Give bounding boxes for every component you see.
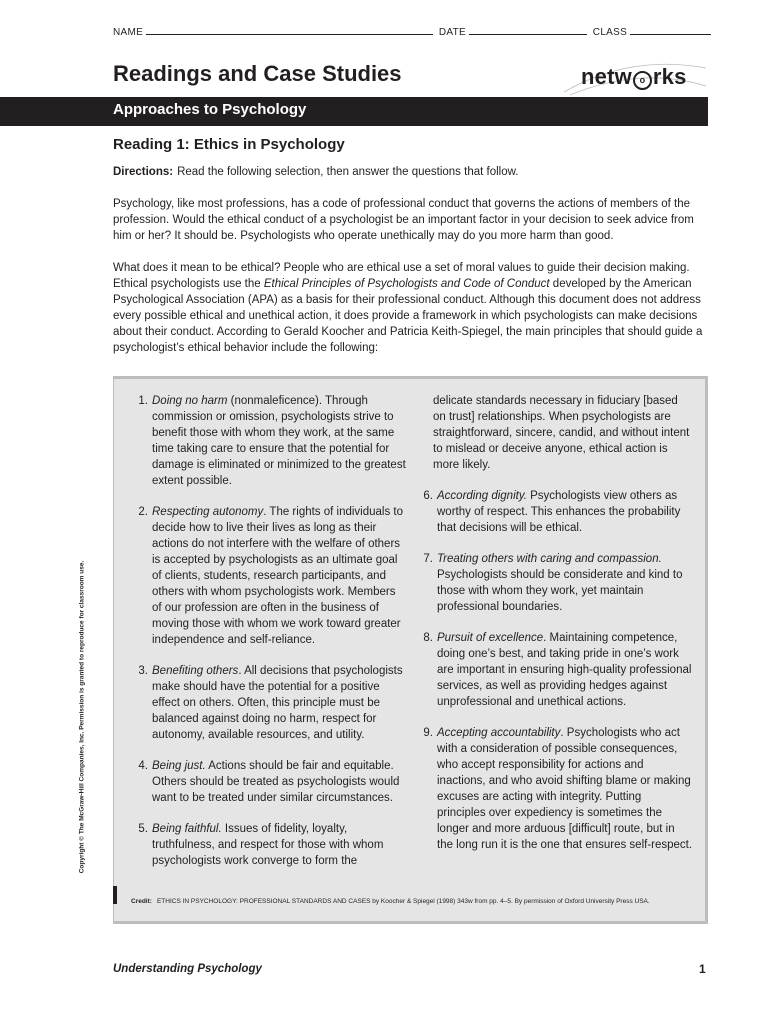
reading-title: Reading 1: Ethics in Psychology bbox=[113, 136, 345, 153]
principle-title: Being just. bbox=[152, 760, 206, 772]
class-label: CLASS bbox=[592, 27, 628, 38]
principle-item bbox=[416, 551, 693, 615]
page-title: Readings and Case Studies bbox=[113, 61, 402, 86]
principle-number: 3. bbox=[138, 665, 148, 677]
credit-text: ETHICS IN PSYCHOLOGY: PROFESSIONAL STANDARDS AND CASES by Koocher & Spiegel (1998) 343w from pp. 4–5. By permission of Oxford University Press USA. bbox=[156, 898, 650, 905]
principle-text: (nonmaleficence). Through commission or omission, psychologists strive to benefit those with whom they work, at the same time taking care to ensure that the potential for damage is eliminated or minimized to the greatest extent possible. bbox=[152, 395, 406, 487]
principle-title: Benefiting others bbox=[152, 665, 239, 677]
principle-number: 7. bbox=[423, 553, 433, 565]
paragraph-2-end: developed by the American Psychological Association (APA) as a basis for their professional conduct. Although this document does not address every possible ethical and unethical action, it does provide a framework in which psychologists can make decisions about their conduct. According to Gerald Koocher and Patricia Keith-Spiegel, the main principles that should guide a psychologist’s ethical behavior include the following: bbox=[113, 278, 703, 354]
principle-item bbox=[416, 488, 693, 536]
principle-item bbox=[131, 821, 406, 869]
logo-text-end: rks bbox=[652, 64, 687, 89]
name-blank[interactable] bbox=[146, 25, 433, 35]
principle-item bbox=[416, 725, 693, 853]
principle-title: Being faithful. bbox=[152, 823, 222, 835]
principle-title: Respecting autonomy bbox=[152, 506, 264, 518]
principle-number: 1. bbox=[138, 395, 148, 407]
principle-title: Treating others with caring and compassion. bbox=[437, 553, 662, 565]
principle-continuation: delicate standards necessary in fiduciary [based on trust] relationships. When psychologists are straightforward, sincere, candid, and without intent to mislead or deceive anyone, ethical action is more likely. bbox=[433, 395, 690, 471]
principle-title: Accepting accountability bbox=[437, 727, 561, 739]
principle-number: 9. bbox=[423, 727, 433, 739]
name-label: NAME bbox=[113, 27, 144, 38]
directions bbox=[113, 166, 518, 178]
principle-title: Doing no harm bbox=[152, 395, 228, 407]
principle-text: Issues of fidelity, loyalty, truthfulness, and respect for those with whom psychologists work converge to form the bbox=[152, 823, 384, 867]
principle-item bbox=[131, 758, 406, 806]
paragraph-2-italic: Ethical Principles of Psychologists and Code of Conduct bbox=[263, 278, 550, 290]
section-bar bbox=[0, 97, 708, 126]
principle-item bbox=[416, 630, 693, 710]
directions-label: Directions: bbox=[113, 166, 174, 178]
principle-item bbox=[131, 393, 406, 489]
footer-course-title: Understanding Psychology bbox=[113, 963, 262, 975]
principle-number: 2. bbox=[138, 506, 148, 518]
principles-box bbox=[113, 376, 708, 924]
principle-text: . Maintaining competence, doing one’s best, and taking pride in one’s work are important in ensuring high-quality professional services, as well as providing hedges against unprofessional and unethical actions. bbox=[437, 632, 692, 708]
principle-text: Actions should be fair and equitable. Others should be treated as psychologists would want to be treated under similar circumstances. bbox=[152, 760, 400, 804]
paragraph-2-start: What does it mean to be ethical? People who are ethical use a set of moral values to guide their decision making. Ethical psychologists use the bbox=[113, 262, 690, 290]
principle-number: 5. bbox=[138, 823, 148, 835]
paragraph-2 bbox=[113, 260, 708, 356]
student-info-line bbox=[113, 25, 713, 38]
principles-column-left bbox=[131, 393, 406, 884]
class-blank[interactable] bbox=[630, 25, 711, 35]
globe-icon: o bbox=[633, 71, 652, 90]
principle-number: 4. bbox=[138, 760, 148, 772]
principle-text: Psychologists view others as worthy of respect. This enhances the probability that decisions will be ethical. bbox=[437, 490, 681, 534]
principle-text: . All decisions that psychologists make should have the potential for a positive effect on others. Often, this principle must be balanced against doing no harm, respect for autonomy, available resources, and utility. bbox=[152, 665, 403, 741]
principles-column-right bbox=[416, 393, 693, 868]
networks-logo bbox=[581, 64, 687, 90]
date-blank[interactable] bbox=[469, 25, 587, 35]
principle-item bbox=[131, 504, 406, 648]
date-label: DATE bbox=[438, 27, 467, 38]
principle-text: . The rights of individuals to decide how to live their lives as long as their actions do not interfere with the welfare of others is accepted by psychologists as an ultimate goal of clients, students, research participants, and others with whom psychologists work. Members of our profession are often in the business of moving those with whom we work toward greater independence and self-reliance. bbox=[152, 506, 404, 646]
principle-title: Pursuit of excellence bbox=[437, 632, 544, 644]
principle-number: 8. bbox=[423, 632, 433, 644]
directions-text: Read the following selection, then answer the questions that follow. bbox=[177, 166, 519, 178]
credit-label: Credit: bbox=[131, 898, 152, 905]
credit-line bbox=[131, 898, 691, 905]
principle-text: . Psychologists who act with a consideration of possible consequences, who accept responsibility for actions and inactions, and who avoid shifting blame or making excuses are acting with integrity. Putting principles over expediency is sometimes the longer and more arduous [difficult] route, but in the long run it is the one that ensures self-respect. bbox=[437, 727, 693, 851]
paragraph-1: Psychology, like most professions, has a code of professional conduct that governs the actions of members of the profession. Would the ethical conduct of a psychologist be an important factor in your decision to seek advice from him or her? It should be. Psychologists who operate unethically may do you more harm than good. bbox=[113, 198, 694, 242]
logo-text-start: netw bbox=[581, 64, 632, 89]
box-edge-mark bbox=[113, 886, 117, 904]
page-number: 1 bbox=[699, 962, 706, 976]
section-title: Approaches to Psychology bbox=[113, 101, 307, 118]
principle-title: According dignity. bbox=[437, 490, 527, 502]
principle-text: Psychologists should be considerate and kind to those with whom they work, yet maintain professional boundaries. bbox=[437, 569, 683, 613]
principle-number: 6. bbox=[423, 490, 433, 502]
principle-item bbox=[131, 663, 406, 743]
side-copyright: Copyright © The McGraw-Hill Companies, Inc. Permission is granted to reproduce for classroom use. bbox=[78, 560, 86, 874]
